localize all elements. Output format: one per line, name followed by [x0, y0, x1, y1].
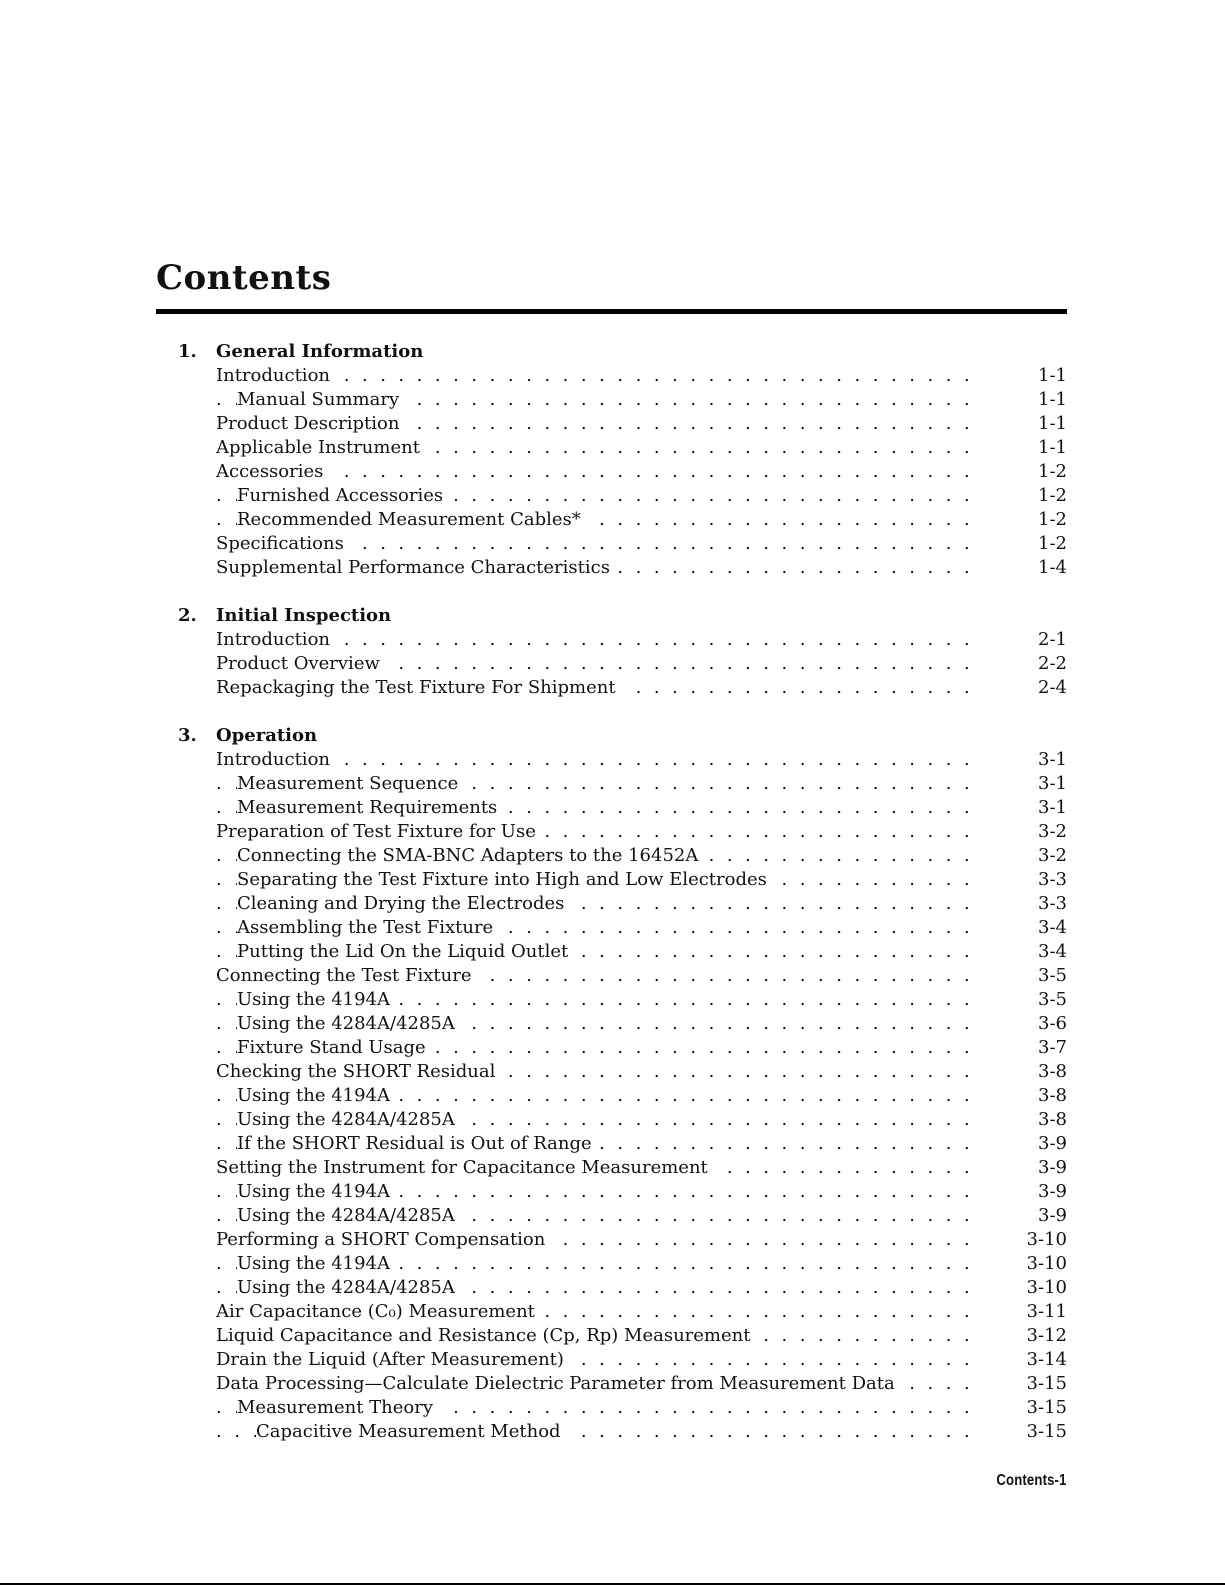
toc-entry-label: Specifications	[216, 532, 352, 556]
toc-entry[interactable]	[0, 1228, 1225, 1252]
toc-entry-page: 3-8	[1038, 1085, 1067, 1106]
toc-entry-label: Checking the SHORT Residual	[216, 1060, 503, 1084]
toc-entry-label: Using the 4194A	[237, 1084, 398, 1108]
toc-entry[interactable]	[0, 1204, 1225, 1228]
toc-entry-page: 3-5	[1038, 989, 1067, 1010]
toc-entry-page: 1-2	[1038, 533, 1067, 554]
toc-entry[interactable]	[0, 1372, 1225, 1396]
toc-entry-label: Connecting the Test Fixture	[216, 964, 480, 988]
toc-entry[interactable]	[0, 988, 1225, 1012]
toc-entry-page: 3-11	[1026, 1301, 1067, 1322]
toc-entry-label: Using the 4284A/4285A	[237, 1204, 463, 1228]
toc-entry-label: Assembling the Test Fixture	[237, 916, 501, 940]
toc-entry-page: 3-15	[1026, 1397, 1067, 1418]
toc-entry-page: 1-2	[1038, 485, 1067, 506]
toc-entry-page: 1-1	[1038, 437, 1067, 458]
toc-entry-page: 3-12	[1026, 1325, 1067, 1346]
chapter-number: 3.	[178, 725, 197, 746]
toc-entry[interactable]	[0, 1060, 1225, 1084]
toc-entry-page: 3-14	[1026, 1349, 1067, 1370]
toc-entry[interactable]	[0, 940, 1225, 964]
toc-entry-label: Performing a SHORT Compensation	[216, 1228, 553, 1252]
toc-entry[interactable]	[0, 916, 1225, 940]
chapter-title: General Information	[216, 341, 424, 362]
toc-entry-label: Using the 4284A/4285A	[237, 1012, 463, 1036]
toc-entry[interactable]	[0, 748, 1225, 772]
toc-entry[interactable]	[0, 868, 1225, 892]
toc-entry-page: 3-15	[1026, 1421, 1067, 1442]
toc-entry-label: Preparation of Test Fixture for Use	[216, 820, 544, 844]
toc-entry-label: Introduction	[216, 748, 338, 772]
toc-entry-page: 3-15	[1026, 1373, 1067, 1394]
toc-entry[interactable]	[0, 1132, 1225, 1156]
toc-entry-page: 3-4	[1038, 941, 1067, 962]
toc-entry[interactable]	[0, 1012, 1225, 1036]
toc-entry-page: 3-4	[1038, 917, 1067, 938]
toc-entry[interactable]	[0, 1108, 1225, 1132]
toc-entry-page: 3-7	[1038, 1037, 1067, 1058]
toc-chapter	[0, 724, 1225, 1444]
toc-entry-label: Putting the Lid On the Liquid Outlet	[237, 940, 576, 964]
toc-entry-label: Furnished Accessories	[237, 484, 451, 508]
toc-entry[interactable]	[0, 964, 1225, 988]
toc-entry-label: Cleaning and Drying the Electrodes	[237, 892, 572, 916]
toc-entry[interactable]	[0, 412, 1225, 436]
toc-entry[interactable]	[0, 532, 1225, 556]
toc-entry-page: 3-5	[1038, 965, 1067, 986]
toc-entry[interactable]	[0, 484, 1225, 508]
toc-entry-label: Product Description	[216, 412, 407, 436]
toc-entry-label: Fixture Stand Usage	[237, 1036, 434, 1060]
toc-entry-page: 3-10	[1026, 1277, 1067, 1298]
toc-entry-page: 3-10	[1026, 1229, 1067, 1250]
toc-entry-page: 3-6	[1038, 1013, 1067, 1034]
toc-entry-label: Liquid Capacitance and Resistance (Cp, Rp) Measurement	[216, 1324, 758, 1348]
toc-entry-page: 3-9	[1038, 1205, 1067, 1226]
toc-entry-page: 3-1	[1038, 749, 1067, 770]
toc-entry[interactable]	[0, 1084, 1225, 1108]
toc-entry-label: Product Overview	[216, 652, 388, 676]
toc-entry[interactable]	[0, 556, 1225, 580]
toc-entry[interactable]	[0, 820, 1225, 844]
toc-chapter	[0, 604, 1225, 700]
toc-entry-page: 3-1	[1038, 773, 1067, 794]
toc-entry-label: Using the 4194A	[237, 988, 398, 1012]
toc-entry-page: 1-1	[1038, 413, 1067, 434]
toc-entry[interactable]	[0, 1300, 1225, 1324]
chapter-heading[interactable]	[0, 340, 1225, 364]
toc-entry[interactable]	[0, 364, 1225, 388]
toc-entry[interactable]	[0, 1420, 1225, 1444]
title-rule	[156, 309, 1067, 314]
toc-entry-label: Measurement Theory	[237, 1396, 441, 1420]
toc-entry-page: 1-2	[1038, 461, 1067, 482]
toc-entry[interactable]	[0, 1396, 1225, 1420]
toc-entry[interactable]	[0, 1324, 1225, 1348]
toc-entry[interactable]	[0, 1348, 1225, 1372]
toc-entry-label: Air Capacitance (C₀) Measurement	[216, 1300, 543, 1324]
toc-entry-label: Accessories	[216, 460, 331, 484]
toc-entry-page: 2-1	[1038, 629, 1067, 650]
toc-entry[interactable]	[0, 628, 1225, 652]
toc-entry-label: Connecting the SMA-BNC Adapters to the 16452A	[237, 844, 706, 868]
toc-entry-page: 3-10	[1026, 1253, 1067, 1274]
toc-entry-page: 3-2	[1038, 845, 1067, 866]
toc-entry-label: Applicable Instrument	[216, 436, 428, 460]
toc-entry[interactable]	[0, 1276, 1225, 1300]
toc-entry-page: 1-2	[1038, 509, 1067, 530]
toc-entry-page: 1-1	[1038, 389, 1067, 410]
toc-entry-page: 1-1	[1038, 365, 1067, 386]
toc-entry-page: 3-9	[1038, 1181, 1067, 1202]
toc-entry[interactable]	[0, 652, 1225, 676]
toc-entry-page: 3-8	[1038, 1109, 1067, 1130]
toc-entry-page: 3-2	[1038, 821, 1067, 842]
toc-entry-label: Using the 4194A	[237, 1180, 398, 1204]
chapter-number: 2.	[178, 605, 197, 626]
toc-entry-page: 3-9	[1038, 1133, 1067, 1154]
toc-chapter	[0, 340, 1225, 580]
toc-entry[interactable]	[0, 892, 1225, 916]
toc-entry-label: Manual Summary	[237, 388, 407, 412]
toc-entry-label: Introduction	[216, 628, 338, 652]
toc-entry-page: 3-1	[1038, 797, 1067, 818]
toc-entry[interactable]	[0, 388, 1225, 412]
toc-entry-label: Repackaging the Test Fixture For Shipment	[216, 676, 624, 700]
chapter-heading[interactable]	[0, 724, 1225, 748]
toc-entry-label: Separating the Test Fixture into High and Low Electrodes	[237, 868, 775, 892]
table-of-contents	[0, 340, 1225, 1444]
page-title: Contents	[156, 258, 332, 298]
toc-entry[interactable]	[0, 1036, 1225, 1060]
toc-entry[interactable]	[0, 1252, 1225, 1276]
toc-entry-label: Measurement Requirements	[237, 796, 505, 820]
toc-entry[interactable]	[0, 1156, 1225, 1180]
chapter-title: Operation	[216, 725, 318, 746]
toc-entry-label: Measurement Sequence	[237, 772, 466, 796]
toc-entry-label: Setting the Instrument for Capacitance Measurement	[216, 1156, 716, 1180]
toc-entry-page: 3-3	[1038, 893, 1067, 914]
toc-entry-page: 3-9	[1038, 1157, 1067, 1178]
toc-entry[interactable]	[0, 796, 1225, 820]
toc-entry[interactable]	[0, 676, 1225, 700]
toc-entry-label: Drain the Liquid (After Measurement)	[216, 1348, 572, 1372]
toc-entry-page: 3-8	[1038, 1061, 1067, 1082]
chapter-number: 1.	[178, 341, 197, 362]
toc-entry[interactable]	[0, 508, 1225, 532]
toc-entry-page: 2-2	[1038, 653, 1067, 674]
toc-entry-label: Supplemental Performance Characteristics	[216, 556, 618, 580]
chapter-heading[interactable]	[0, 604, 1225, 628]
toc-entry-page: 1-4	[1038, 557, 1067, 578]
toc-entry[interactable]	[0, 772, 1225, 796]
toc-entry-label: Capacitive Measurement Method	[256, 1420, 569, 1444]
toc-entry-label: Data Processing—Calculate Dielectric Parameter from Measurement Data	[216, 1372, 903, 1396]
toc-entry[interactable]	[0, 1180, 1225, 1204]
toc-entry-page: 2-4	[1038, 677, 1067, 698]
toc-entry[interactable]	[0, 844, 1225, 868]
toc-entry-label: Using the 4284A/4285A	[237, 1108, 463, 1132]
toc-entry-label: Introduction	[216, 364, 338, 388]
toc-entry[interactable]	[0, 436, 1225, 460]
toc-entry[interactable]	[0, 460, 1225, 484]
toc-entry-label: Using the 4284A/4285A	[237, 1276, 463, 1300]
toc-entry-label: Using the 4194A	[237, 1252, 398, 1276]
chapter-title: Initial Inspection	[216, 605, 392, 626]
page-footer-label: Contents-1	[996, 1472, 1067, 1489]
toc-entry-label: If the SHORT Residual is Out of Range	[237, 1132, 600, 1156]
toc-entry-page: 3-3	[1038, 869, 1067, 890]
toc-entry-label: Recommended Measurement Cables*	[237, 508, 589, 532]
